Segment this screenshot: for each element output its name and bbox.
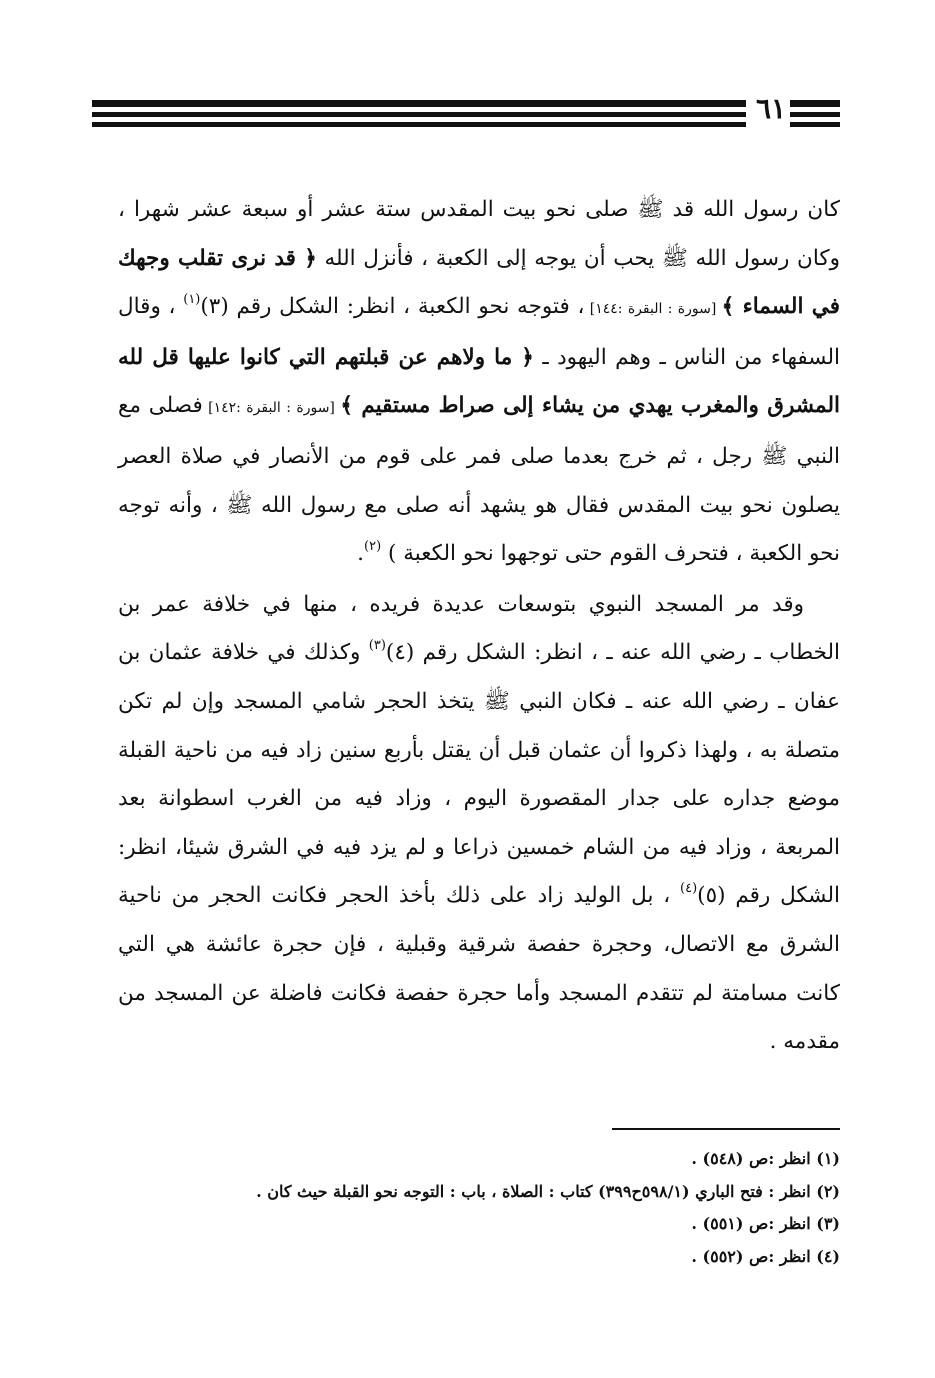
text: ، وقال السفهاء من الناس ـ وهم اليهود ـ xyxy=(118,294,840,370)
quran-verse-2: ﴿ ما ولاهم عن قبلتهم التي كانوا عليها قل لله المشرق والمغرب يهدي من يشاء إلى صراط مستقيم ﴾ xyxy=(118,344,840,419)
text: فصلى مع النبي ﷺ رجل ، ثم خرج بعدما صلى فمر على قوم من الأنصار في صلاة العصر يصلون نحو بيت المقدس فقال هو يشهد أنه صلى مع رسول الله ﷺ ، وأنه توجه نحو الكعبة ، فتحرف القوم حتى توجهوا نحو الكعبة ) xyxy=(118,393,840,567)
text: ، بل الوليد زاد على ذلك بأخذ الحجر فكانت الحجر من ناحية الشرق مع الاتصال، وحجرة حفصة شرقية وقبلية ، فإن حجرة عائشة هي التي كانت مسامتة لم تتقدم المسجد وأما حجرة حفصة فكانت فاضلة عن المسجد من مقدمه . xyxy=(118,883,840,1055)
page-header xyxy=(92,92,840,130)
footnote-ref-4: (٤) xyxy=(680,881,698,897)
text: وكذلك في خلافة عثمان بن عفان ـ رضي الله عنه ـ فكان النبي ﷺ يتخذ الحجر شامي المسجد وإن لم تكن متصلة به ، ولهذا ذكروا أن عثمان قبل أن يقتل بأربع سنين زاد فيه من ناحية القبلة موضع جداره على جدار المقصورة اليوم ، وزاد فيه من الغرب اسطوانة بعد المربعة ، وزاد فيه من الشام خمسين ذراعا و لم يزد فيه في الشرق شيئا، انظر: الشكل رقم (٥) xyxy=(118,640,840,909)
text: وقد مر المسجد النبوي بتوسعات عديدة فريده ، منها في خلافة عمر بن الخطاب ـ رضي الله عنه ـ ، انظر: الشكل رقم (٤) xyxy=(118,591,840,666)
paragraph-1 xyxy=(118,186,840,579)
footnote-ref-2: (٢) xyxy=(364,539,382,555)
footnote-ref-3: (٣) xyxy=(368,638,386,654)
text: كان رسول الله قد ﷺ صلى نحو بيت المقدس ستة عشر أو سبعة عشر شهرا ، وكان رسول الله ﷺ يحب أن يوجه إلى الكعبة ، فأنزل الله xyxy=(118,197,840,271)
quran-verse-1: ﴿ قد نرى تقلب وجهك في السماء ﴾ xyxy=(118,245,840,320)
footnotes xyxy=(118,1143,840,1273)
header-rule-right xyxy=(790,100,840,132)
body-text xyxy=(118,186,840,1067)
citation-1: [سورة : البقرة :١٤٤] xyxy=(584,301,722,318)
header-rule-left xyxy=(92,100,746,132)
paragraph-2 xyxy=(118,581,840,1067)
footnote-4: (٤) انظر :ص (٥٥٢) . xyxy=(691,1246,840,1266)
citation-2: [سورة : البقرة :١٤٢] xyxy=(202,400,341,417)
footnote-3: (٣) انظر :ص (٥٥١) . xyxy=(691,1214,840,1233)
page-number: ٦١ xyxy=(755,92,787,125)
footnote-1: (١) انظر :ص (٥٤٨) . xyxy=(691,1149,840,1168)
text: ، فتوجه نحو الكعبة ، انظر: الشكل رقم (٣) xyxy=(200,294,585,320)
footnote-2: (٢) انظر : فتح الباري (٥٩٨/١ح٣٩٩) كتاب : الصلاة ، باب : التوجه نحو القبلة حيث كان . xyxy=(256,1181,840,1201)
text: . xyxy=(357,541,364,567)
footnote-ref-1: (١) xyxy=(183,292,201,308)
footnote-separator xyxy=(612,1128,840,1130)
